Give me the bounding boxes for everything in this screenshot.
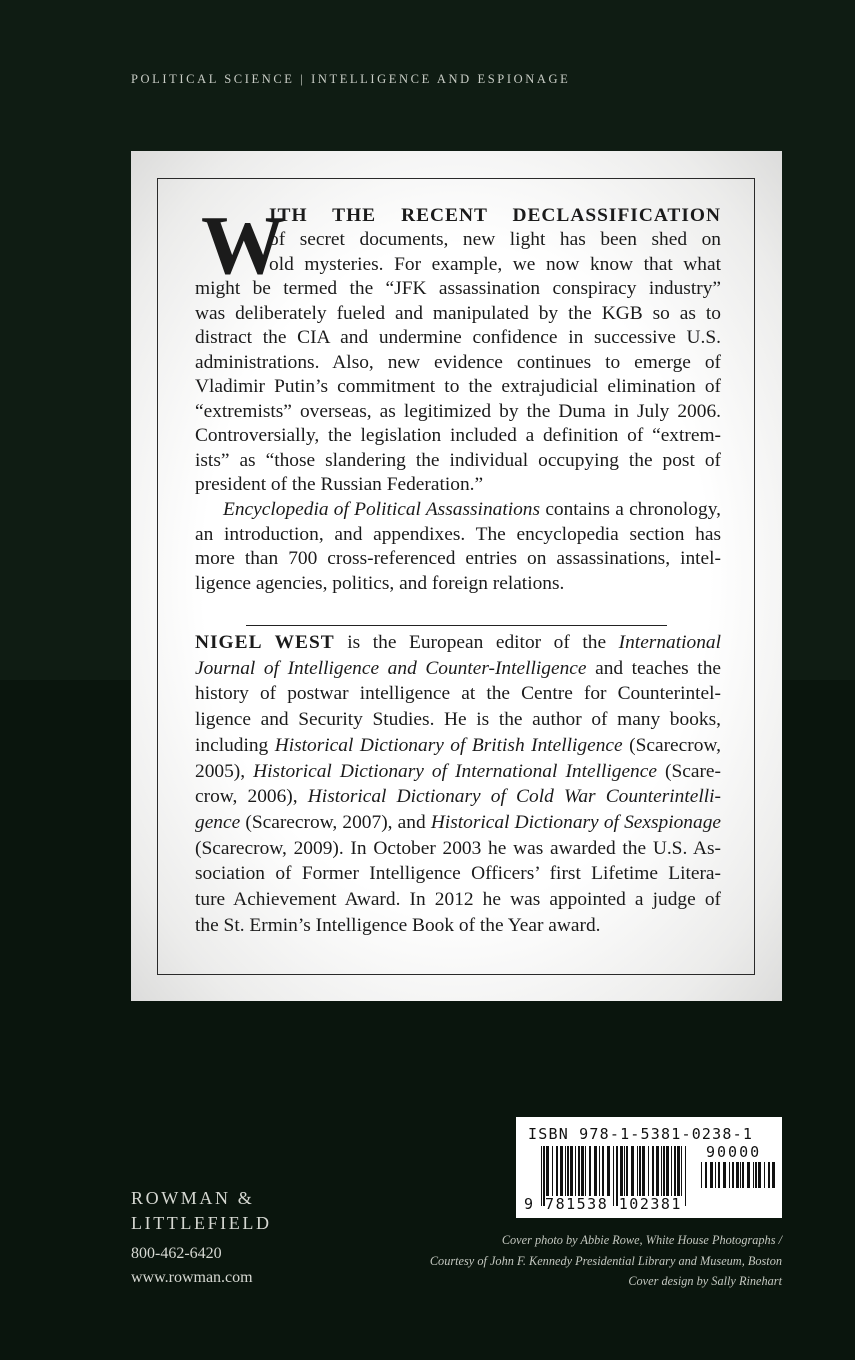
divider xyxy=(246,625,667,626)
text-segment: might be termed the “JFK assassination conspiracy industry” xyxy=(195,278,721,300)
barcode-bar xyxy=(723,1162,726,1188)
text-segment: Historical Dictionary of International Intelligence xyxy=(253,760,657,782)
text-segment: of secret documents, new light has been shed on xyxy=(269,229,721,251)
barcode-bar xyxy=(639,1146,641,1196)
barcode-bar xyxy=(685,1146,686,1206)
text-line xyxy=(195,304,721,323)
publisher-name-line1: ROWMAN & xyxy=(131,1188,255,1208)
text-line xyxy=(195,710,721,729)
barcode-bar xyxy=(747,1162,750,1188)
text-segment: history of postwar intelligence at the Centre for Counterintel- xyxy=(195,683,721,705)
text-segment: (Scare- xyxy=(656,760,722,782)
text-line xyxy=(195,787,721,806)
barcode-bar xyxy=(607,1146,610,1196)
barcode-bar xyxy=(585,1146,586,1196)
barcode-bar xyxy=(594,1146,597,1196)
barcode-bar xyxy=(753,1162,754,1188)
text-segment: crow, 2006), xyxy=(195,786,308,808)
text-line xyxy=(195,659,721,678)
barcode-bar xyxy=(575,1146,576,1196)
barcode-bar xyxy=(729,1162,730,1188)
barcode-bar xyxy=(656,1146,659,1196)
text-segment: “extremists” overseas, as legitimized by the Duma in July 2006. xyxy=(195,400,721,422)
text-segment: ture Achievement Award. In 2012 he was appointed a judge of xyxy=(195,889,721,910)
text-segment: 2005), xyxy=(195,760,254,782)
barcode-bar xyxy=(602,1146,604,1196)
barcode-bar xyxy=(565,1146,566,1196)
barcode-bar xyxy=(661,1146,662,1196)
barcode-bar xyxy=(578,1146,580,1196)
barcode-bar xyxy=(642,1146,645,1196)
text-segment: distract the CIA and undermine confidence in successive U.S. xyxy=(195,327,721,349)
text-segment: contains a chronology, xyxy=(540,499,721,520)
text-line xyxy=(269,230,721,249)
publisher-name-line2: LITTLEFIELD xyxy=(131,1213,272,1233)
text-segment: ITH THE RECENT DECLASSIFICATION xyxy=(269,205,721,226)
barcode-bar xyxy=(567,1146,569,1196)
barcode-bar xyxy=(764,1162,765,1188)
barcode-bar xyxy=(626,1146,628,1196)
text-segment: including xyxy=(195,734,275,756)
barcode-bar xyxy=(652,1146,654,1196)
text-segment: NIGEL WEST xyxy=(195,632,335,653)
credit-design: Cover design by Sally Rinehart xyxy=(628,1274,782,1288)
text-line xyxy=(195,574,721,593)
text-segment: (Scarecrow, 2009). In October 2003 he was awarded the U.S. As- xyxy=(195,837,721,859)
description-panel xyxy=(131,151,782,1001)
drop-cap: W xyxy=(201,199,285,292)
barcode-bar xyxy=(772,1162,775,1188)
text-segment: Controversially, the legislation included a definition of “extrem- xyxy=(195,425,721,447)
barcode-bar xyxy=(620,1146,623,1196)
barcode-bar xyxy=(552,1146,553,1196)
text-segment: an introduction, and appendixes. The encyclopedia section has xyxy=(195,523,721,545)
text-line xyxy=(223,500,721,519)
barcode-bar xyxy=(624,1146,625,1196)
text-segment: Historical Dictionary of Cold War Counterintelli- xyxy=(307,786,721,808)
text-segment: and teaches the xyxy=(586,657,721,679)
barcode-bar xyxy=(560,1146,563,1196)
barcode-bar xyxy=(556,1146,558,1196)
text-segment: president of the Russian Federation.” xyxy=(195,473,484,495)
isbn-barcode xyxy=(516,1117,782,1218)
text-line xyxy=(195,813,721,832)
category-label: POLITICAL SCIENCE | INTELLIGENCE AND ESPIONAGE xyxy=(131,72,571,86)
text-segment: (Scarecrow, 2007), and xyxy=(240,811,431,833)
text-segment: Historical Dictionary of British Intelligence xyxy=(274,734,623,756)
text-line xyxy=(195,762,721,781)
text-line xyxy=(269,255,721,274)
barcode-bar xyxy=(740,1162,741,1188)
credit-courtesy: Courtesy of John F. Kennedy Presidential Library and Museum, Boston xyxy=(429,1254,782,1268)
publisher-logo xyxy=(131,1186,272,1236)
text-line xyxy=(195,353,721,372)
barcode-bar xyxy=(589,1146,591,1196)
text-line xyxy=(195,525,721,544)
text-line xyxy=(195,549,721,568)
barcode-bar xyxy=(570,1146,573,1196)
text-line xyxy=(195,839,721,858)
barcode-bar xyxy=(715,1162,716,1188)
text-line xyxy=(195,736,721,755)
text-segment: gence xyxy=(195,811,241,833)
barcode-bar xyxy=(677,1146,680,1196)
barcode-bar xyxy=(674,1146,676,1196)
barcode-bar xyxy=(718,1162,720,1188)
text-line xyxy=(195,916,721,935)
text-line xyxy=(195,377,721,396)
credit-photo: Cover photo by Abbie Rowe, White House Photographs / xyxy=(501,1233,782,1247)
text-line xyxy=(195,451,721,470)
barcode-bar xyxy=(671,1146,672,1196)
barcode-bar xyxy=(758,1162,761,1188)
barcode-bar xyxy=(755,1162,757,1188)
isbn-text: ISBN 978-1-5381-0238-1 xyxy=(528,1125,754,1143)
text-segment: ists” as “those slandering the individual occupying the post of xyxy=(195,449,721,471)
text-segment: ligence and Security Studies. He is the author of many books, xyxy=(195,709,721,731)
text-line xyxy=(195,279,721,298)
text-segment: more than 700 cross-referenced entries on assassinations, intel- xyxy=(195,548,721,570)
barcode-bar xyxy=(681,1146,682,1196)
addon-number: 90000 xyxy=(706,1143,762,1161)
text-line xyxy=(269,206,721,225)
text-segment: International xyxy=(618,632,721,653)
text-segment: is the European editor of the xyxy=(334,632,619,653)
text-segment: sociation of Former Intelligence Officers’ first Lifetime Litera- xyxy=(195,863,721,885)
text-line xyxy=(195,328,721,347)
text-line xyxy=(195,633,721,652)
barcode-bar xyxy=(546,1146,549,1196)
text-line xyxy=(195,890,721,909)
barcode-bar xyxy=(666,1146,669,1196)
barcode-bar xyxy=(631,1146,634,1196)
text-segment: (Scarecrow, xyxy=(622,734,721,756)
text-line xyxy=(195,402,721,421)
text-segment: Vladimir Putin’s commitment to the extrajudicial elimination of xyxy=(195,376,721,398)
barcode-bar xyxy=(663,1146,665,1196)
text-line xyxy=(195,864,721,883)
ean-number: 9 781538 102381 xyxy=(524,1195,682,1213)
barcode-bar xyxy=(736,1162,739,1188)
barcode-bar xyxy=(648,1146,649,1196)
text-segment: old mysteries. For example, we now know that what xyxy=(269,253,721,275)
barcode-bar xyxy=(732,1162,734,1188)
text-line xyxy=(195,684,721,703)
text-segment: administrations. Also, new evidence continues to emerge of xyxy=(195,351,721,373)
text-segment: ligence agencies, politics, and foreign relations. xyxy=(195,572,565,594)
barcode-bar xyxy=(581,1146,584,1196)
text-line xyxy=(195,475,721,494)
barcode-bar xyxy=(768,1162,770,1188)
text-segment: Journal of Intelligence and Counter-Intelligence xyxy=(195,657,587,679)
barcode-bar xyxy=(599,1146,600,1196)
barcode-bar xyxy=(705,1162,707,1188)
publisher-phone: 800-462-6420 xyxy=(131,1245,222,1262)
text-segment: the St. Ermin’s Intelligence Book of the Year award. xyxy=(195,914,601,936)
barcode-bar xyxy=(710,1162,713,1188)
addon-bars xyxy=(701,1162,776,1198)
barcode-bar xyxy=(742,1162,744,1188)
text-line xyxy=(195,426,721,445)
text-segment: was deliberately fueled and manipulated by the KGB so as to xyxy=(195,302,721,324)
text-segment: Encyclopedia of Political Assassinations xyxy=(223,499,541,520)
barcode-bar xyxy=(637,1146,638,1196)
text-segment: Historical Dictionary of Sexspionage xyxy=(430,811,722,833)
publisher-url: www.rowman.com xyxy=(131,1269,253,1286)
barcode-bar xyxy=(701,1162,702,1188)
